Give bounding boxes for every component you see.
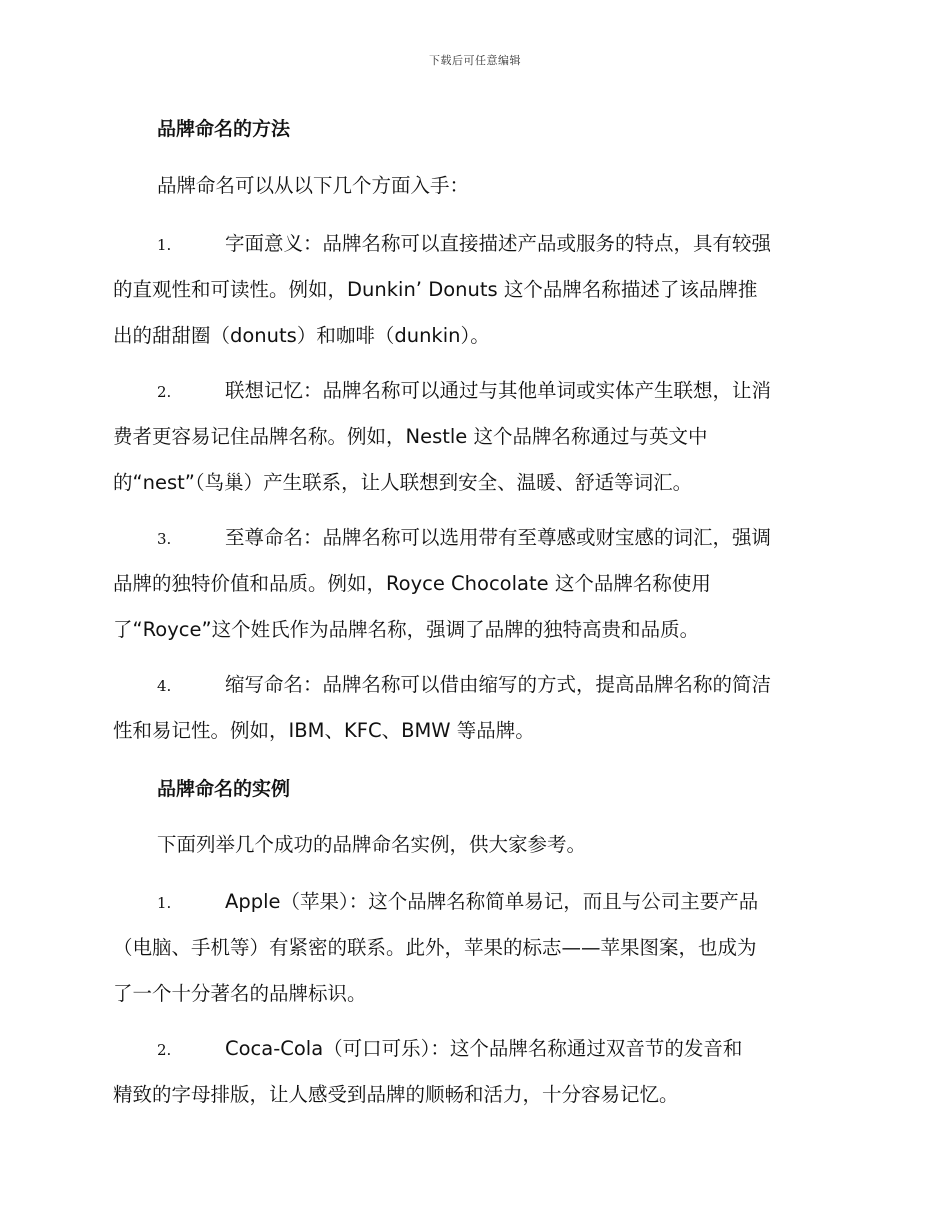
section-intro-methods — [113, 163, 833, 209]
item-line: Coca-Cola（可口可乐）：这个品牌名称通过双音节的发音和 — [225, 1037, 743, 1060]
item-line: 的“nest”（鸟巢）产生联系，让人联想到安全、温暖、舒适等词汇。 — [113, 471, 693, 494]
list-number: 3. — [157, 530, 172, 548]
item-line: 了“Royce”这个姓氏作为品牌名称，强调了品牌的独特高贵和品质。 — [113, 618, 700, 641]
intro-line: 品牌命名可以从以下几个方面入手： — [157, 174, 470, 197]
section-heading-examples: 品牌命名的实例 — [157, 778, 291, 800]
item-line: 的直观性和可读性。例如，Dunkin’ Donuts 这个品牌名称描述了该品牌推 — [113, 278, 758, 301]
list-number: 1. — [157, 236, 172, 254]
list-number: 2. — [157, 1041, 172, 1059]
item-line: 了一个十分著名的品牌标识。 — [113, 982, 367, 1005]
item-line: 性和易记性。例如，IBM、KFC、BMW 等品牌。 — [113, 719, 535, 742]
item-line: 费者更容易记住品牌名称。例如，Nestle 这个品牌名称通过与英文中 — [113, 425, 708, 448]
item-line: 字面意义：品牌名称可以直接描述产品或服务的特点，具有较强 — [225, 232, 772, 255]
list-number: 1. — [157, 894, 172, 912]
section-intro-examples — [113, 822, 833, 868]
example-item-apple — [113, 879, 833, 1017]
item-line: 至尊命名：品牌名称可以选用带有至尊感或财宝感的词汇，强调 — [225, 526, 772, 549]
page-header: 下载后可任意编辑 — [429, 54, 521, 67]
item-line: 品牌的独特价值和品质。例如，Royce Chocolate 这个品牌名称使用 — [113, 572, 711, 595]
method-item-association — [113, 368, 833, 506]
item-line: Apple（苹果）：这个品牌名称简单易记，而且与公司主要产品 — [225, 890, 759, 913]
section-heading-methods: 品牌命名的方法 — [157, 118, 291, 140]
item-line: 精致的字母排版，让人感受到品牌的顺畅和活力，十分容易记忆。 — [113, 1083, 679, 1106]
list-number: 2. — [157, 383, 172, 401]
item-line: 缩写命名：品牌名称可以借由缩写的方式，提高品牌名称的简洁 — [225, 673, 772, 696]
list-number: 4. — [157, 677, 172, 695]
example-item-coca-cola — [113, 1026, 833, 1118]
item-line: 联想记忆：品牌名称可以通过与其他单词或实体产生联想，让消 — [225, 379, 772, 402]
item-line: （电脑、手机等）有紧密的联系。此外，苹果的标志——苹果图案，也成为 — [113, 936, 757, 959]
intro-line: 下面列举几个成功的品牌命名实例，供大家参考。 — [157, 833, 587, 856]
method-item-abbreviation — [113, 662, 833, 754]
method-item-literal — [113, 221, 833, 359]
item-line: 出的甜甜圈（donuts）和咖啡（dunkin）。 — [113, 324, 490, 347]
method-item-premium — [113, 515, 833, 653]
